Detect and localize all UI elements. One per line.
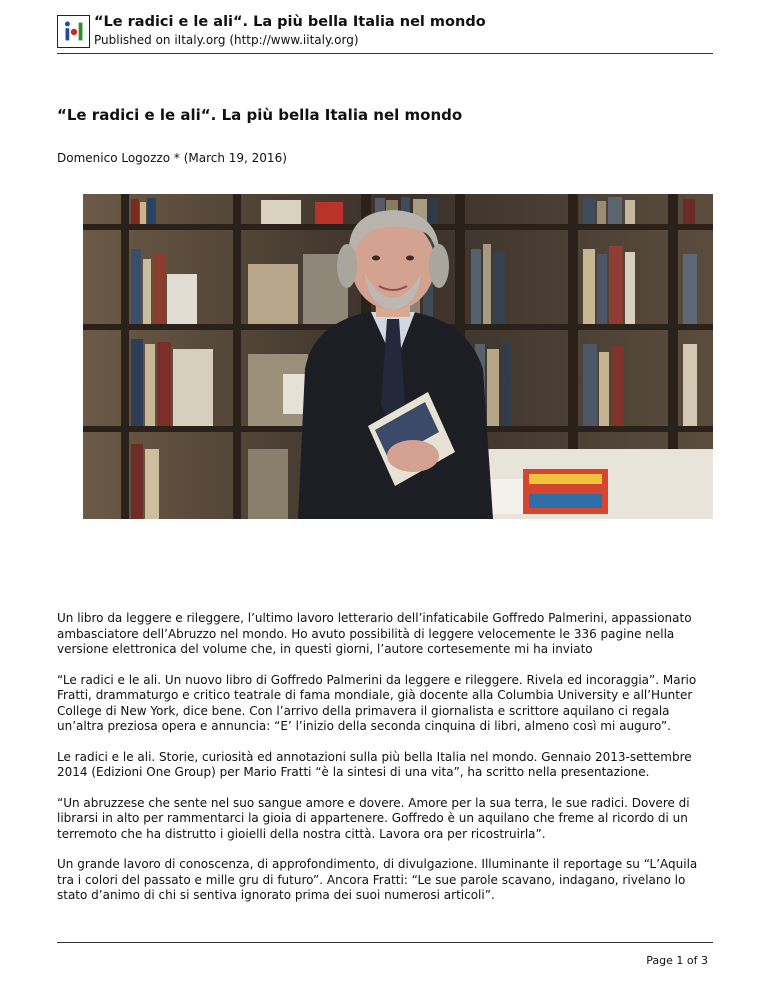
header-title: “Le radici e le ali“. La più bella Italia nel mondo (94, 14, 486, 30)
header-source: Published on iItaly.org (http://www.iitaly.org) (94, 33, 359, 47)
iitaly-logo (57, 15, 90, 48)
page-number: Page 1 of 3 (646, 954, 708, 967)
article-paragraph: “Un abruzzese che sente nel suo sangue amore e dovere. Amore per la sua terra, le sue radici. Dovere di librarsi in alto per rammentarci la gioia di appartenere. Goffredo è un aquilano che freme al ricordo di un terremoto che ha distrutto i gioielli della nostra città. Lavora ora per ricostruirla”. (57, 795, 690, 841)
footer-divider (57, 942, 713, 943)
article-title: “Le radici e le ali“. La più bella Italia nel mondo (57, 106, 463, 124)
article-photo (83, 194, 713, 519)
article-paragraph: Un libro da leggere e rileggere, l’ultimo lavoro letterario dell’infaticabile Goffredo Palmerini, appassionato ambasciatore dell’Abruzzo nel mondo. Ho avuto possibilità di leggere velocemente le 336 pagine nella versione elettronica del volume che, in questi giorni, l’autore cortesemente mi ha inviato (57, 611, 692, 656)
header-divider (57, 53, 713, 54)
article-paragraph: Le radici e le ali. Storie, curiosità ed annotazioni sulla più bella Italia nel mondo. Gennaio 2013-settembre 2014 (Edizioni One Group) per Mario Fratti “è la sintesi di una vita”, ha scritto nella presentazione. (57, 749, 692, 779)
page-header (57, 12, 713, 52)
article-body (57, 611, 715, 919)
article-paragraph: Un grande lavoro di conoscenza, di approfondimento, di divulgazione. Illuminante il reportage su “L’Aquila tra i colori del passato e mille gru di futuro”. Ancora Fratti: “Le sue parole scavano, indagano, rivelano lo stato d’animo di chi si sentiva ignorato prima dei suoi numerosi articoli”. (57, 857, 698, 902)
article-byline: Domenico Logozzo * (March 19, 2016) (57, 151, 287, 165)
article-paragraph: “Le radici e le ali. Un nuovo libro di Goffredo Palmerini da leggere e rileggere. Rivela ed incoraggia”. Mario Fratti, drammaturgo e critico teatrale di fama mondiale, già docente alla Columbia University e all’Hunter College di New York, dice bene. Con l’arrivo della primavera il giornalista e scrittore aquilano ci regala un’altra preziosa opera e annuncia: “E’ l’inizio della seconda cinquina di libri, almeno così mi auguro”. (57, 672, 697, 733)
